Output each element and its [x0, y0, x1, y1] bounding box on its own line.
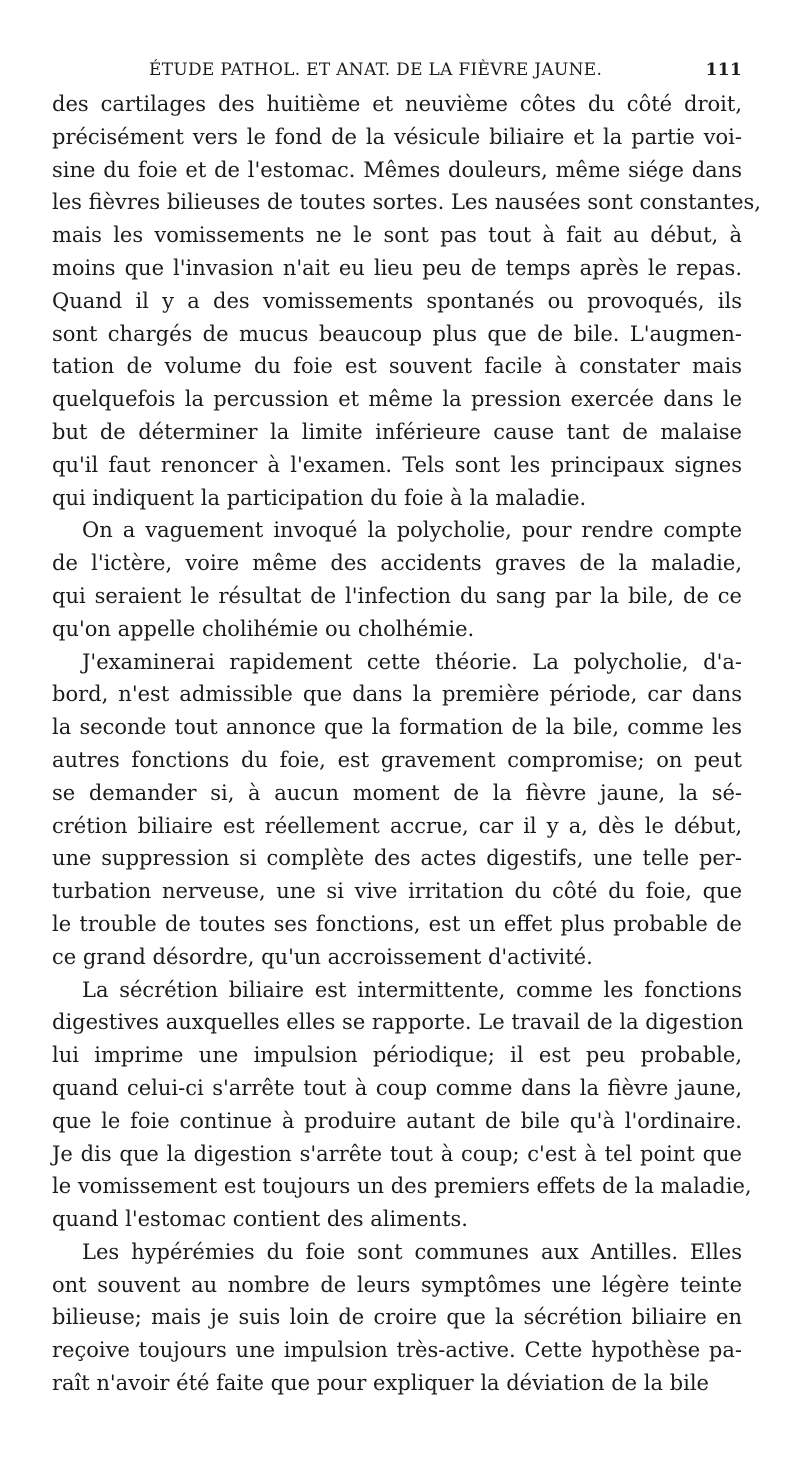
text-line: autres fonctions du foie, est gravement compromise; on peut: [52, 747, 742, 772]
text-line: mais les vomissements ne le sont pas tout à fait au début, à: [52, 223, 742, 248]
text-line: des cartilages des huitième et neuvième côtes du côté droit,: [52, 92, 742, 116]
text-line: quand l'estomac contient des aliments.: [52, 1207, 468, 1232]
text-line: une suppression si complète des actes digestifs, une telle per-: [52, 846, 742, 871]
text-line: qu'on appelle cholihémie ou cholhémie.: [52, 616, 475, 641]
paragraph: [52, 646, 742, 974]
text-line: Je dis que la digestion s'arrête tout à coup; c'est à tel point que: [52, 1141, 742, 1166]
text-line: raît n'avoir été faite que pour expliquer la déviation de la bile: [52, 1371, 709, 1396]
text-line: sont chargés de mucus beaucoup plus que de bile. L'augmen-: [52, 321, 742, 346]
text-line: se demander si, à aucun moment de la fièvre jaune, la sé-: [52, 780, 742, 805]
text-line: bilieuse; mais je suis loin de croire que la sécrétion biliaire en: [52, 1305, 742, 1330]
body-text: [52, 88, 761, 1400]
text-line: le trouble de toutes ses fonctions, est un effet plus probable de: [52, 911, 742, 936]
text-line: tation de volume du foie est souvent facile à constater mais: [52, 354, 742, 379]
text-line: lui imprime une impulsion périodique; il est peu probable,: [52, 1043, 742, 1068]
paragraph: [52, 88, 761, 514]
text-line: reçoive toujours une impulsion très-active. Cette hypothèse pa-: [52, 1338, 742, 1363]
text-line: Quand il y a des vomissements spontanés ou provoqués, ils: [52, 288, 742, 313]
text-line: On a vaguement invoqué la polycholie, pour rendre compte: [82, 518, 742, 543]
paragraph: [52, 1236, 742, 1400]
running-head: [52, 58, 742, 88]
text-line: but de déterminer la limite inférieure cause tant de malaise: [52, 419, 742, 444]
text-line: bord, n'est admissible que dans la première période, car dans: [52, 682, 742, 707]
text-line: le vomissement est toujours un des premiers effets de la maladie,: [52, 1174, 752, 1199]
text-line: La sécrétion biliaire est intermittente, comme les fonctions: [82, 977, 742, 1002]
text-line: précisément vers le fond de la vésicule biliaire et la partie voi-: [52, 124, 742, 149]
text-line: de l'ictère, voire même des accidents graves de la maladie,: [52, 551, 742, 576]
paragraph: [52, 974, 752, 1236]
paragraph: [52, 514, 742, 645]
book-page: [52, 58, 761, 1400]
text-line: que le foie continue à produire autant de bile qu'à l'ordinaire.: [52, 1108, 742, 1133]
running-title: ÉTUDE PATHOL. ET ANAT. DE LA FIÈVRE JAUNE.: [149, 60, 603, 80]
text-line: la seconde tout annonce que la formation de la bile, comme les: [52, 715, 742, 740]
text-line: crétion biliaire est réellement accrue, car il y a, dès le début,: [52, 813, 742, 838]
text-line: turbation nerveuse, une si vive irritation du côté du foie, que: [52, 879, 742, 904]
text-line: moins que l'invasion n'ait eu lieu peu de temps après le repas.: [52, 255, 742, 280]
text-line: quand celui-ci s'arrête tout à coup comme dans la fièvre jaune,: [52, 1075, 742, 1100]
text-line: qu'il faut renoncer à l'examen. Tels sont les principaux signes: [52, 452, 742, 477]
text-line: qui indiquent la participation du foie à la maladie.: [52, 485, 587, 510]
text-line: sine du foie et de l'estomac. Mêmes douleurs, même siége dans: [52, 157, 742, 182]
text-line: Les hypérémies du foie sont communes aux Antilles. Elles: [82, 1239, 742, 1264]
text-line: J'examinerai rapidement cette théorie. La polycholie, d'a-: [82, 649, 742, 674]
text-line: quelquefois la percussion et même la pression exercée dans le: [52, 387, 742, 412]
text-line: qui seraient le résultat de l'infection du sang par la bile, de ce: [52, 583, 742, 608]
text-line: les fièvres bilieuses de toutes sortes. Les nausées sont constantes,: [52, 190, 761, 215]
text-line: digestives auxquelles elles se rapporte. Le travail de la digestion: [52, 1010, 744, 1035]
text-line: ont souvent au nombre de leurs symptômes une légère teinte: [52, 1272, 742, 1297]
text-line: ce grand désordre, qu'un accroissement d'activité.: [52, 944, 593, 969]
page-number: 111: [705, 60, 742, 80]
